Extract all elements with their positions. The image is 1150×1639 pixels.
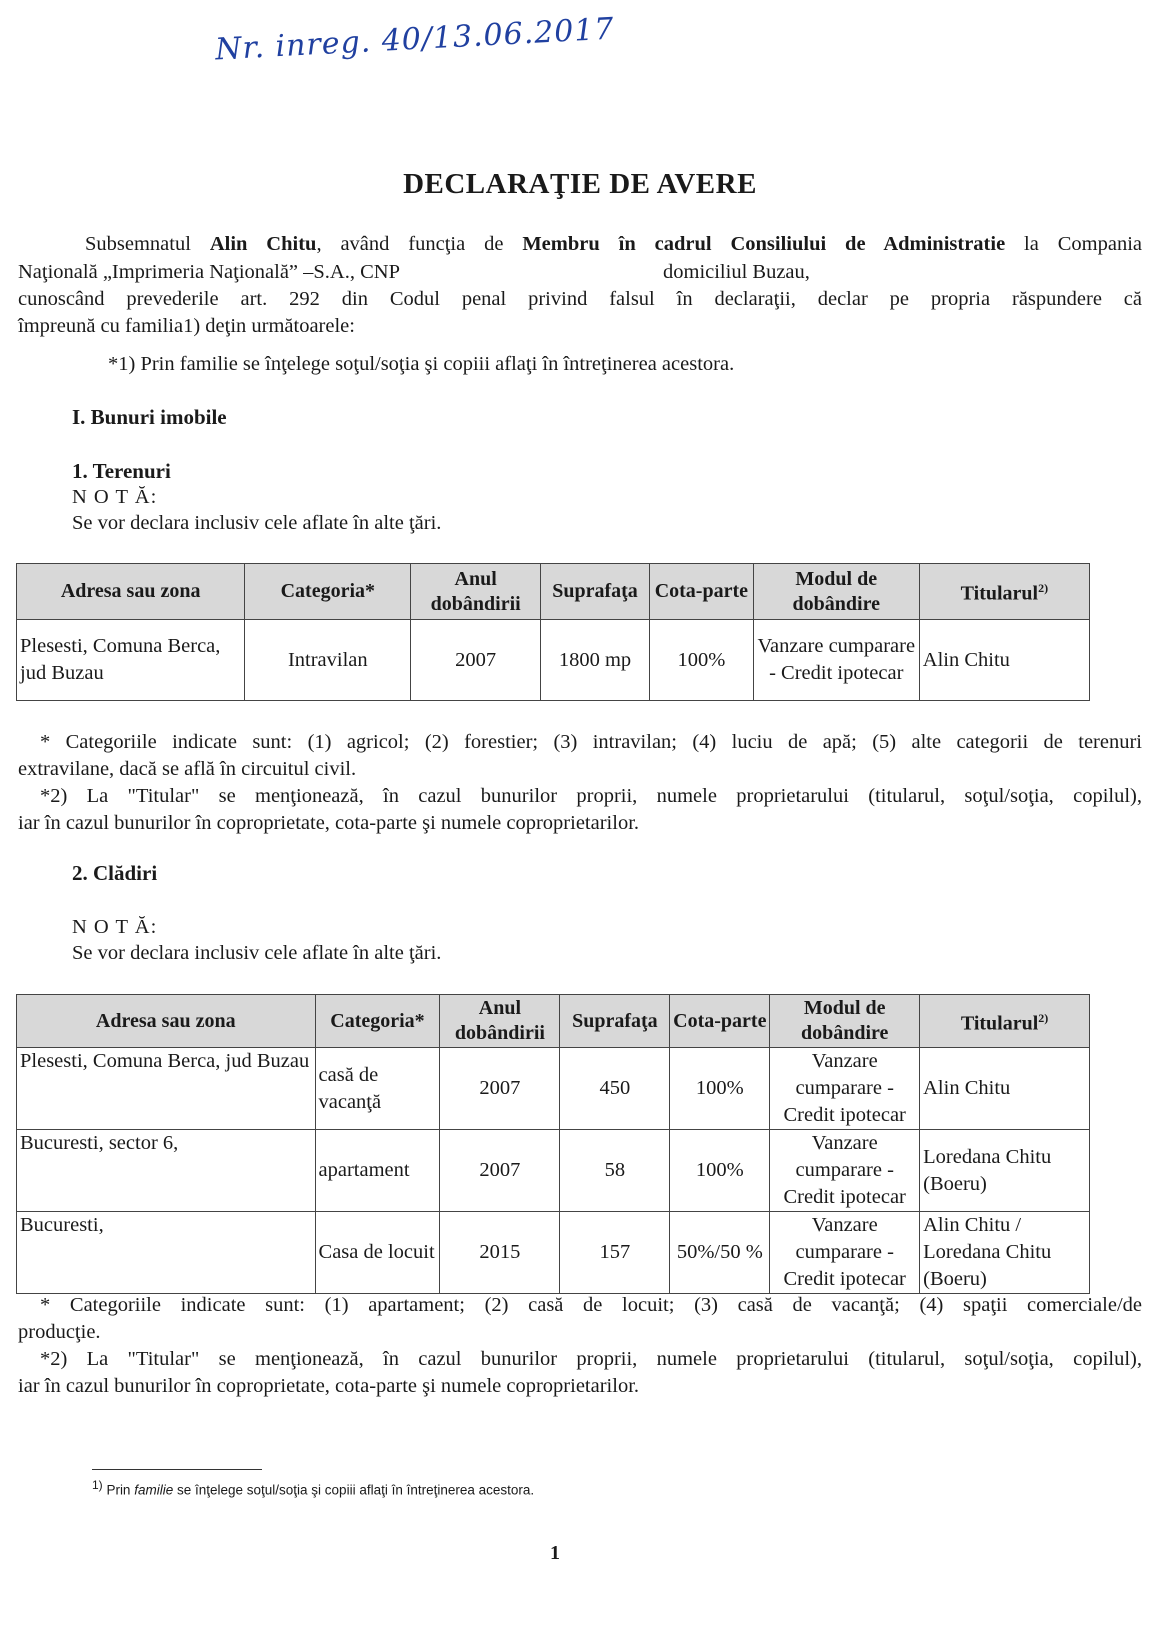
categories-footnote-terenuri [18, 729, 1142, 783]
cell-anul: 2007 [440, 1130, 560, 1212]
cell-cota: 100% [670, 1130, 770, 1212]
column-header: Anul dobândirii [440, 995, 560, 1048]
cell-suprafata: 58 [560, 1130, 670, 1212]
section-heading-bunuri-imobile: I. Bunuri imobile [72, 405, 227, 429]
page-footnote [92, 1478, 534, 1498]
table-row [17, 1048, 1090, 1130]
cell-adresa: Bucuresti, [17, 1212, 316, 1294]
cell-titular: Alin Chitu [919, 620, 1089, 701]
column-header: Adresa sau zona [17, 995, 316, 1048]
column-header-text: Titularul [960, 582, 1039, 605]
cell-modul: Vanzare cumparare - Credit ipotecar [753, 620, 919, 701]
footnote-text: *2) La "Titular" se menţionează, în cazul bunurilor proprii, numele proprietarului (titularul, soţul/soţia, copilul), [40, 1348, 1142, 1370]
table-row [17, 1212, 1090, 1294]
footnote-ref: 2) [1038, 1010, 1049, 1025]
cell-categoria: apartament [315, 1130, 440, 1212]
cell-anul: 2015 [440, 1212, 560, 1294]
table-row [17, 620, 1090, 701]
cell-titular: Alin Chitu / Loredana Chitu (Boeru) [920, 1212, 1090, 1294]
subsection-heading-cladiri: 2. Clădiri [72, 861, 158, 885]
intro-domicile: domiciliul Buzau, [663, 261, 810, 283]
footnote-text: extravilane, dacă se află în circuitul civil. [18, 758, 357, 780]
column-header: Categoria* [315, 995, 440, 1048]
cell-titular: Alin Chitu [920, 1048, 1090, 1130]
footnote-text: producţie. [18, 1321, 101, 1343]
intro-text: Naţională „Imprimeria Naţională” –S.A., CNP [18, 261, 400, 283]
cladiri-table [16, 994, 1090, 1294]
footnote-ref: 2) [1038, 581, 1049, 596]
footnote-marker: 1) [92, 1478, 103, 1492]
footnote-text: Prin [106, 1482, 135, 1498]
titular-footnote-terenuri [18, 783, 1142, 837]
cell-modul: Vanzare cumparare - Credit ipotecar [770, 1048, 920, 1130]
intro-text: Subsemnatul [85, 233, 210, 255]
cell-categoria: casă de vacanţă [315, 1048, 440, 1130]
column-header: Cota-parte [670, 995, 770, 1048]
handwritten-registration-note: Nr. inreg. 40/13.06.2017 [214, 11, 616, 68]
intro-line-2 [18, 259, 400, 286]
cell-titular: Loredana Chitu (Boeru) [920, 1130, 1090, 1212]
nota-label: N O T Ă: [72, 916, 158, 938]
cell-anul: 2007 [411, 620, 541, 701]
categories-footnote-cladiri [18, 1292, 1142, 1346]
terenuri-table [16, 563, 1090, 701]
table-header-row [17, 995, 1090, 1048]
footnote-text: se înţelege soţul/soţia şi copiii aflaţi în întreţinerea acestora. [173, 1482, 535, 1498]
footnote-divider [92, 1469, 262, 1470]
cell-modul: Vanzare cumparare - Credit ipotecar [770, 1212, 920, 1294]
cell-cota: 100% [649, 620, 753, 701]
declarant-name: Alin Chitu [209, 233, 317, 255]
intro-line-1 [18, 231, 1142, 258]
cell-modul: Vanzare cumparare - Credit ipotecar [770, 1130, 920, 1212]
column-header: Modul de dobândire [770, 995, 920, 1048]
subsection-heading-terenuri: 1. Terenuri [72, 459, 171, 483]
column-header: Suprafaţa [541, 564, 650, 620]
footnote-text: *2) La "Titular" se menţionează, în cazul bunurilor proprii, numele proprietarului (titularul, soţul/soţia, copilul), [40, 785, 1142, 807]
table-row [17, 1130, 1090, 1212]
cell-categoria: Casa de locuit [315, 1212, 440, 1294]
family-note: *1) Prin familie se înţelege soţul/soţia şi copiii aflaţi în întreţinerea acestora. [108, 353, 735, 375]
page-number: 1 [550, 1542, 560, 1564]
cell-suprafata: 157 [560, 1212, 670, 1294]
column-header-titular [920, 995, 1090, 1048]
footnote-text: * Categoriile indicate sunt: (1) agricol; (2) forestier; (3) intravilan; (4) luciu de apă; (5) alte categorii de terenuri [40, 731, 1142, 753]
cell-cota: 100% [670, 1048, 770, 1130]
nota-text: Se vor declara inclusiv cele aflate în alte ţări. [72, 512, 442, 534]
footnote-text: iar în cazul bunurilor în coproprietate, cota-parte şi numele coproprietarilor. [18, 1375, 640, 1397]
footnote-text: * Categoriile indicate sunt: (1) apartament; (2) casă de locuit; (3) casă de vacanţă; (4) spaţii comerciale/de [40, 1294, 1142, 1316]
intro-text: la Compania [1005, 233, 1143, 255]
column-header: Cota-parte [649, 564, 753, 620]
column-header: Anul dobândirii [411, 564, 541, 620]
table-header-row [17, 564, 1090, 620]
declarant-function: Membru în cadrul Consiliului de Administratie [522, 233, 1006, 255]
cell-anul: 2007 [440, 1048, 560, 1130]
cell-adresa: Bucuresti, sector 6, [17, 1130, 316, 1212]
column-header: Modul de dobândire [753, 564, 919, 620]
titular-footnote-cladiri [18, 1346, 1142, 1400]
cell-suprafata: 450 [560, 1048, 670, 1130]
cell-adresa: Plesesti, Comuna Berca, jud Buzau [17, 620, 245, 701]
cell-cota: 50%/50 % [670, 1212, 770, 1294]
column-header: Adresa sau zona [17, 564, 245, 620]
cell-categoria: Intravilan [245, 620, 411, 701]
page-title: DECLARAŢIE DE AVERE [403, 168, 757, 200]
nota-text: Se vor declara inclusiv cele aflate în alte ţări. [72, 942, 442, 964]
intro-text: , având funcţia de [316, 233, 523, 255]
column-header: Categoria* [245, 564, 411, 620]
footnote-text: iar în cazul bunurilor în coproprietate, cota-parte şi numele coproprietarilor. [18, 812, 640, 834]
intro-line-3: cunoscând prevederile art. 292 din Codul penal privind falsul în declaraţii, declar pe propria răspundere că [18, 288, 1142, 310]
intro-paragraph [18, 231, 1142, 341]
cell-adresa: Plesesti, Comuna Berca, jud Buzau [17, 1048, 316, 1130]
footnote-emphasis: familie [134, 1482, 174, 1498]
nota-label: N O T Ă: [72, 486, 158, 508]
cell-suprafata: 1800 mp [541, 620, 650, 701]
column-header-titular [919, 564, 1089, 620]
intro-line-4: împreună cu familia1) deţin următoarele: [18, 315, 355, 337]
column-header: Suprafaţa [560, 995, 670, 1048]
column-header-text: Titularul [960, 1012, 1039, 1035]
